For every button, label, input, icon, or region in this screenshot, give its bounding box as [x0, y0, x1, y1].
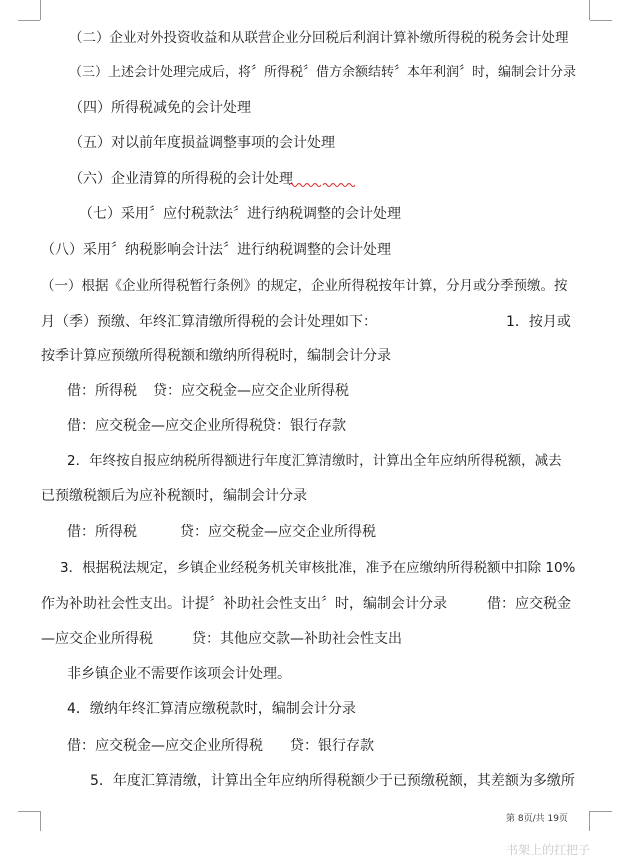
entry-5-credit: 贷：银行存款: [290, 738, 374, 754]
page-number: 第 8页/共 19页: [506, 814, 568, 824]
heading-4: （四）所得税减免的会计处理: [69, 100, 251, 116]
paragraph-1-line-2: 月（季）预缴、年终汇算清缴所得税的会计处理如下：: [41, 314, 377, 330]
paragraph-1-line-1-text: （一）根据《企业所得税暂行条例》的规定，企业所得税按年计算，分月或分季预缴。按: [41, 278, 568, 294]
heading-2: （二）企业对外投资收益和从联营企业分回税后利润计算补缴所得税的税务会计处理: [69, 30, 569, 46]
heading-3: （三）上述会计处理完成后，将〞所得税〞借方余额结转〞本年利润〞时，编制会计分录: [69, 65, 577, 80]
entry-2-debit: 借：应交税金—应交企业所得税: [67, 418, 263, 434]
item-2-line-1: 2．年终按自报应纳税所得额进行年度汇算清缴时，计算出全年应纳所得税额，减去: [67, 453, 562, 469]
heading-8: （八）采用〞纳税影响会计法〞进行纳税调整的会计处理: [41, 242, 391, 258]
item-1-label: 1．按月或: [506, 314, 571, 330]
item-5-line-1: 5．年度汇算清缴，计算出全年应纳所得税额少于已预缴税额，其差额为多缴所: [90, 773, 575, 789]
entry-5-debit: 借：应交税金—应交企业所得税: [67, 738, 263, 754]
item-3-line-1: 3．根据税法规定，乡镇企业经税务机关审核批准，准予在应缴纳所得税额中扣除 10%: [60, 560, 576, 576]
entry-3-credit: 贷：应交税金—应交企业所得税: [180, 524, 376, 540]
crop-mark-top-right-horizontal: [590, 20, 612, 21]
crop-mark-bottom-left-vertical: [40, 811, 41, 831]
entry-4-credit: 贷：其他应交款—补助社会性支出: [192, 631, 402, 647]
watermark: 书架上的扛把子: [506, 843, 591, 857]
paragraph-1-line-1: [41, 277, 569, 295]
entry-1-credit: 贷：应交税金—应交企业所得税: [153, 383, 349, 399]
paragraph-1-line-3: 按季计算应预缴所得税额和缴纳所得税时，编制会计分录: [41, 348, 391, 364]
crop-mark-top-right-vertical: [589, 0, 590, 20]
entry-4-debit-cont: —应交企业所得税: [41, 631, 153, 647]
entry-2-credit: 贷：银行存款: [262, 418, 346, 434]
heading-7: （七）采用〞应付税款法〞进行纳税调整的会计处理: [79, 206, 401, 222]
heading-6: （六）企业清算的所得税的会计处理: [69, 171, 293, 187]
item-4-line-1: 4．缴纳年终汇算清应缴税款时，编制会计分录: [67, 701, 356, 717]
crop-mark-bottom-right-vertical: [589, 811, 590, 831]
note-line: 非乡镇企业不需要作该项会计处理。: [67, 666, 291, 682]
item-3-line-2: 作为补助社会性支出。计提〞补助社会性支出〞时，编制会计分录: [41, 596, 447, 612]
entry-3-debit: 借：所得税: [67, 524, 137, 540]
entry-1-debit: 借：所得税: [67, 383, 137, 399]
entry-4-debit: 借：应交税金: [487, 596, 571, 612]
crop-mark-top-left-vertical: [40, 0, 41, 20]
crop-mark-bottom-left-horizontal: [18, 811, 40, 812]
item-2-line-2: 已预缴税额后为应补税额时，编制会计分录: [41, 488, 307, 504]
crop-mark-top-left-horizontal: [18, 20, 40, 21]
spellcheck-squiggle: [289, 182, 355, 187]
heading-5: （五）对以前年度损益调整事项的会计处理: [69, 135, 335, 151]
crop-mark-bottom-right-horizontal: [590, 811, 612, 812]
